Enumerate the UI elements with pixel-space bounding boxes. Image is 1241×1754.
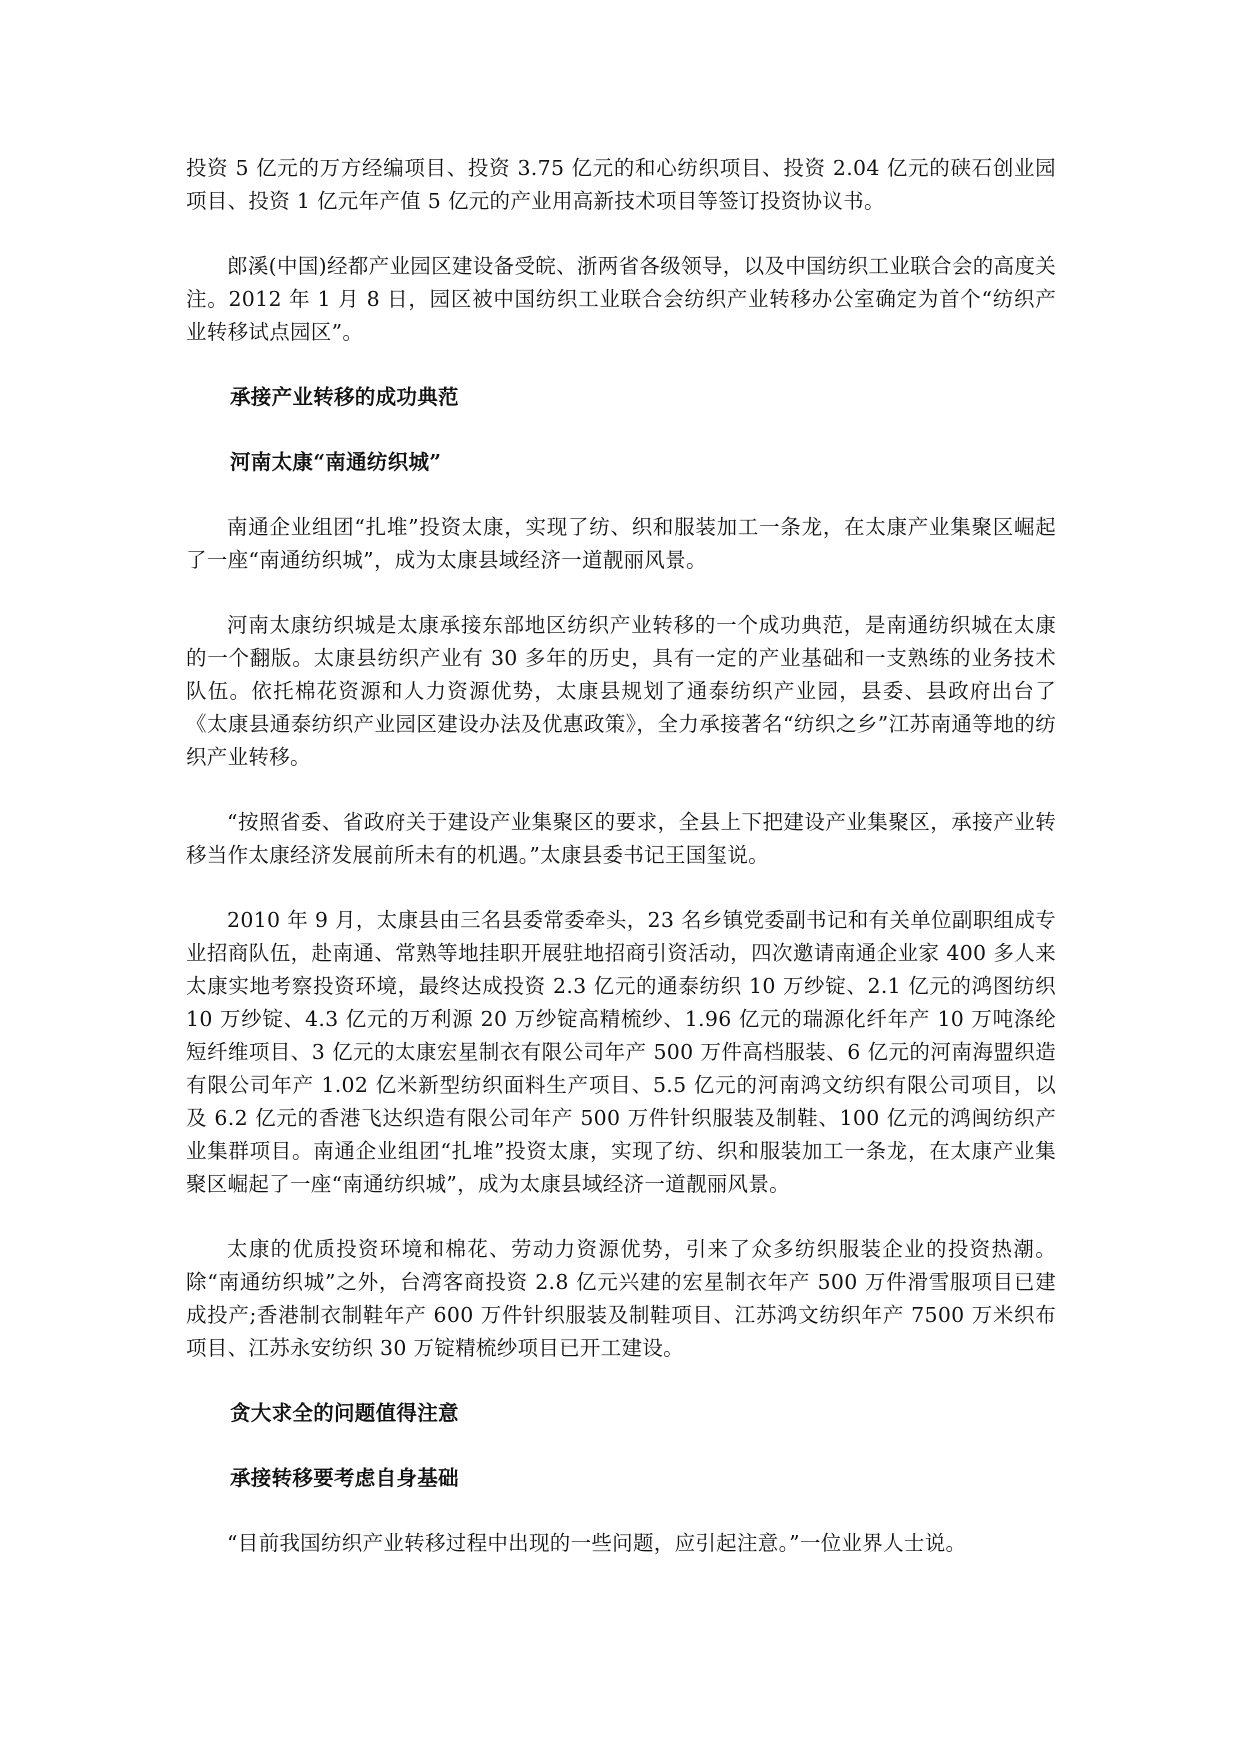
paragraph: 太康的优质投资环境和棉花、劳动力资源优势，引来了众多纺织服装企业的投资热潮。除“南通纺织城”之外，台湾客商投资 2.8 亿元兴建的宏星制衣年产 500 万件滑雪服项目已建成投产;香港制衣制鞋年产 600 万件针织服装及制鞋项目、江苏鸿文纺织年产 7500 万米织布项目、江苏永安纺织 30 万锭精梳纱项目已开工建设。 [186, 1237, 1056, 1360]
paragraph: “按照省委、省政府关于建设产业集聚区的要求，全县上下把建设产业集聚区，承接产业转移当作太康经济发展前所未有的机遇。”太康县委书记王国玺说。 [186, 810, 1056, 867]
paragraph: “目前我国纺织产业转移过程中出现的一些问题，应引起注意。”一位业界人士说。 [227, 1531, 967, 1555]
section-heading: 贪大求全的问题值得注意 [230, 1401, 459, 1425]
paragraph: 投资 5 亿元的万方经编项目、投资 3.75 亿元的和心纺织项目、投资 2.04 亿元的硖石创业园项目、投资 1 亿元年产值 5 亿元的产业用高新技术项目等签订投资协议书。 [186, 156, 1056, 213]
section-subheading: 承接转移要考虑自身基础 [230, 1466, 459, 1490]
section-heading: 承接产业转移的成功典范 [230, 385, 459, 409]
paragraph: 南通企业组团“扎堆”投资太康，实现了纺、织和服装加工一条龙，在太康产业集聚区崛起了一座“南通纺织城”，成为太康县域经济一道靓丽风景。 [186, 515, 1056, 572]
document-page [186, 152, 1056, 1560]
paragraph: 郎溪(中国)经都产业园区建设备受皖、浙两省各级领导，以及中国纺织工业联合会的高度关注。2012 年 1 月 8 日，园区被中国纺织工业联合会纺织产业转移办公室确定为首个“纺织产业转移试点园区”。 [186, 254, 1056, 344]
paragraph: 河南太康纺织城是太康承接东部地区纺织产业转移的一个成功典范，是南通纺织城在太康的一个翻版。太康县纺织产业有 30 多年的历史，具有一定的产业基础和一支熟练的业务技术队伍。依托棉花资源和人力资源优势，太康县规划了通泰纺织产业园，县委、县政府出台了《太康县通泰纺织产业园区建设办法及优惠政策》，全力承接著名“纺织之乡”江苏南通等地的纺织产业转移。 [186, 613, 1056, 769]
paragraph: 2010 年 9 月，太康县由三名县委常委牵头，23 名乡镇党委副书记和有关单位副职组成专业招商队伍，赴南通、常熟等地挂职开展驻地招商引资活动，四次邀请南通企业家 400 多人来太康实地考察投资环境，最终达成投资 2.3 亿元的通泰纺织 10 万纱锭、2.1 亿元的鸿图纺织 10 万纱锭、4.3 亿元的万利源 20 万纱锭高精梳纱、1.96 亿元的瑞源化纤年产 10 万吨涤纶短纤维项目、3 亿元的太康宏星制衣有限公司年产 500 万件高档服装、6 亿元的河南海盟织造有限公司年产 1.02 亿米新型纺织面料生产项目、5.5 亿元的河南鸿文纺织有限公司项目，以及 6.2 亿元的香港飞达织造有限公司年产 500 万件针织服装及制鞋、100 亿元的鸿闽纺织产业集群项目。南通企业组团“扎堆”投资太康，实现了纺、织和服装加工一条龙，在太康产业集聚区崛起了一座“南通纺织城”，成为太康县域经济一道靓丽风景。 [186, 908, 1056, 1196]
section-subheading: 河南太康“南通纺织城” [230, 450, 442, 474]
